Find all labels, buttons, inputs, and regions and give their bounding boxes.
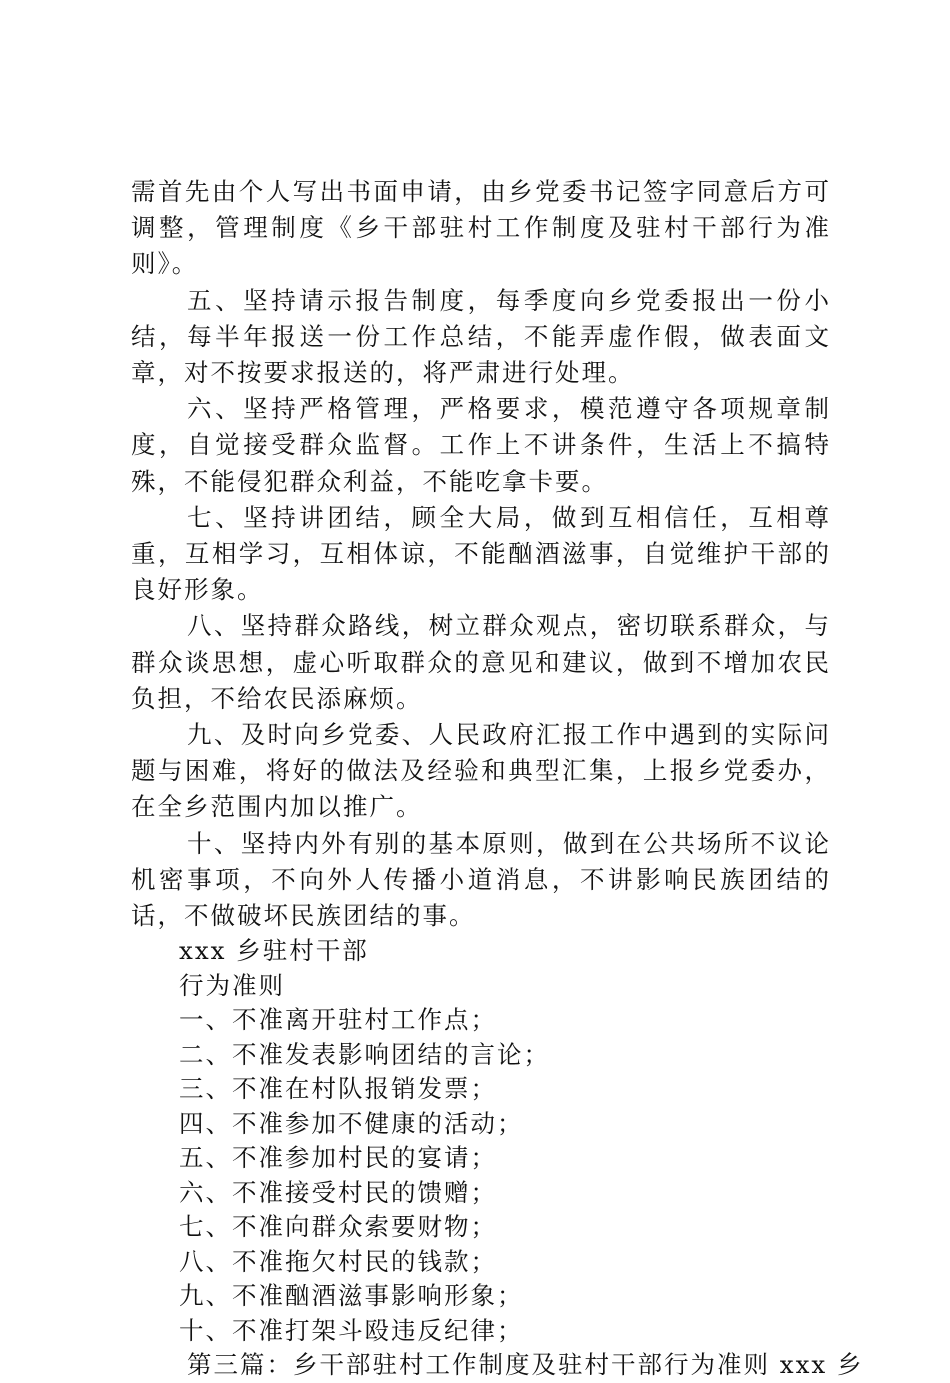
paragraph-item-8: 八、坚持群众路线，树立群众观点，密切联系群众，与群众谈思想，虚心听取群众的意见和建议，做到不增加农民负担，不给农民添麻烦。 [131,611,831,713]
paragraph-item-5: 五、坚持请示报告制度，每季度向乡党委报出一份小结，每半年报送一份工作总结，不能弄虚作假，做表面文章，对不按要求报送的，将严肃进行处理。 [131,285,831,388]
rule-item-5: 五、不准参加村民的宴请； [179,1143,497,1173]
section-title-line1: xxx 乡驻村干部 [179,936,369,966]
rule-item-2: 二、不准发表影响团结的言论； [179,1039,550,1069]
rule-item-10: 十、不准打架斗殴违反纪律； [179,1315,524,1345]
document-body [131,174,864,1383]
paragraph-continuation: 需首先由个人写出书面申请，由乡党委书记签字同意后方可调整，管理制度《乡干部驻村工作制度及驻村干部行为准则》。 [131,177,831,279]
paragraph-item-9: 九、及时向乡党委、人民政府汇报工作中遇到的实际问题与困难，将好的做法及经验和典型汇集，上报乡党委办，在全乡范围内加以推广。 [131,720,831,822]
section-title-line2: 行为准则 [179,970,285,1000]
rule-item-4: 四、不准参加不健康的活动； [179,1108,524,1138]
rule-item-8: 八、不准拖欠村民的钱款； [179,1246,497,1276]
paragraph-item-6: 六、坚持严格管理，严格要求，模范遵守各项规章制度，自觉接受群众监督。工作上不讲条件，生活上不搞特殊，不能侵犯群众利益，不能吃拿卡要。 [131,394,831,496]
rule-item-1: 一、不准离开驻村工作点； [179,1005,497,1035]
paragraph-item-10: 十、坚持内外有别的基本原则，做到在公共场所不议论机密事项，不向外人传播小道消息，不讲影响民族团结的话，不做破坏民族团结的事。 [131,828,831,931]
rule-item-7: 七、不准向群众索要财物； [179,1212,497,1242]
next-section-heading: 第三篇：乡干部驻村工作制度及驻村干部行为准则 xxx 乡 [187,1350,864,1380]
paragraph-item-7: 七、坚持讲团结，顾全大局，做到互相信任，互相尊重，互相学习，互相体谅，不能酗酒滋事，自觉维护干部的良好形象。 [131,502,831,605]
rule-item-6: 六、不准接受村民的馈赠； [179,1177,497,1207]
rule-item-3: 三、不准在村队报销发票； [179,1074,497,1104]
rule-item-9: 九、不准酗酒滋事影响形象； [179,1281,524,1311]
